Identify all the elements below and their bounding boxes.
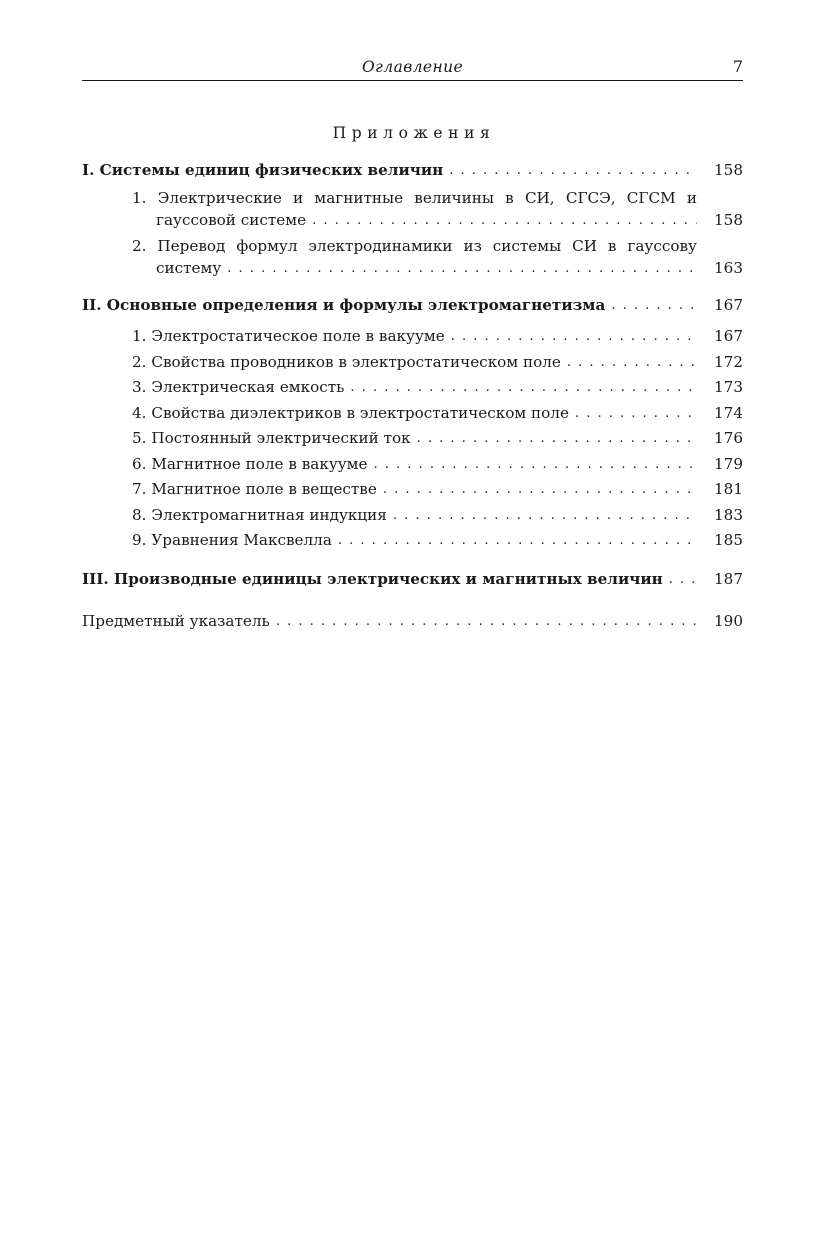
dot-leader	[393, 506, 697, 526]
toc-entry-label: 6. Магнитное поле в вакууме	[132, 454, 368, 473]
toc-entry-label: I. Системы единиц физических величин	[82, 161, 444, 179]
toc-entry-label: Предметный указатель	[82, 612, 270, 630]
dot-leader	[451, 327, 697, 347]
toc-entry-part-1[interactable]	[82, 157, 743, 181]
running-head	[82, 56, 743, 81]
toc-entry-page: 183	[714, 505, 743, 524]
dot-leader	[374, 455, 698, 475]
toc-entry-2-5[interactable]	[82, 425, 743, 449]
toc-entry-page: 190	[714, 612, 743, 630]
toc-entry-page: 167	[714, 327, 743, 345]
toc-entry-page: 173	[714, 378, 743, 396]
toc-entry-2-8[interactable]	[82, 502, 743, 526]
dot-leader	[449, 161, 697, 181]
toc-entry-2-4[interactable]	[82, 400, 743, 424]
toc-entry-label: 8. Электромагнитная индукция	[132, 505, 387, 524]
toc-entry-label: III. Производные единицы электрических и магнитных величин	[82, 570, 663, 588]
dot-leader	[383, 480, 697, 500]
toc-entry-page: 163	[714, 259, 743, 277]
toc-entry-index[interactable]	[82, 608, 743, 632]
toc-entry-page: 176	[714, 429, 743, 447]
dot-leader	[417, 429, 697, 449]
dot-leader	[227, 259, 697, 279]
toc-entry-label: 4. Свойства диэлектриков в электростатическом поле	[132, 403, 569, 422]
toc-entry-page: 172	[714, 352, 743, 371]
toc-entry-label: II. Основные определения и формулы электромагнетизма	[82, 296, 606, 314]
toc-entry-part-2[interactable]	[82, 292, 743, 316]
toc-entry-1-2[interactable]	[82, 255, 743, 279]
toc-entry-page: 187	[714, 570, 743, 588]
toc-entry-1-1-line1[interactable]: 1. Электрические и магнитные величины в СИ, СГСЭ, СГСМ и	[132, 189, 697, 207]
toc-entry-label: систему	[156, 259, 222, 277]
toc-entry-part-3[interactable]	[82, 566, 743, 590]
toc-entry-label: 5. Постоянный электрический ток	[132, 429, 411, 447]
toc-entry-2-7[interactable]	[82, 476, 743, 500]
toc-entry-page: 179	[714, 454, 743, 473]
toc-entry-page: 158	[714, 161, 743, 179]
dot-leader	[276, 612, 697, 632]
dot-leader	[575, 404, 697, 424]
toc-entry-2-6[interactable]	[82, 451, 743, 475]
toc-entry-2-1[interactable]	[82, 323, 743, 347]
toc-entry-label: гауссовой системе	[156, 211, 307, 229]
dot-leader	[338, 531, 697, 551]
toc-entry-label: 7. Магнитное поле в веществе	[132, 480, 377, 498]
toc-entry-1-1[interactable]	[82, 207, 743, 231]
toc-entry-1-2-line1[interactable]: 2. Перевод формул электродинамики из системы СИ в гауссову	[132, 237, 697, 255]
toc-entry-2-2[interactable]	[82, 349, 743, 373]
toc-entry-page: 167	[714, 296, 743, 314]
toc-entry-page: 158	[714, 211, 743, 229]
toc-entry-label: 1. Электростатическое поле в вакууме	[132, 327, 445, 345]
toc-entry-label: 9. Уравнения Максвелла	[132, 531, 332, 549]
dot-leader	[669, 570, 697, 590]
toc-entry-label: 3. Электрическая емкость	[132, 378, 345, 396]
toc-entry-page: 185	[714, 531, 743, 549]
toc-entry-2-9[interactable]	[82, 527, 743, 551]
running-head-title: Оглавление	[361, 58, 464, 76]
toc-entry-label: 2. Свойства проводников в электростатическом поле	[132, 352, 561, 371]
toc-entry-page: 174	[714, 403, 743, 422]
section-heading: Приложения	[332, 124, 496, 142]
dot-leader	[312, 211, 697, 231]
dot-leader	[611, 296, 697, 316]
toc-entry-2-3[interactable]	[82, 374, 743, 398]
running-head-page-number: 7	[732, 57, 743, 76]
dot-leader	[567, 353, 697, 373]
dot-leader	[350, 378, 697, 398]
toc-entry-page: 181	[714, 480, 743, 498]
